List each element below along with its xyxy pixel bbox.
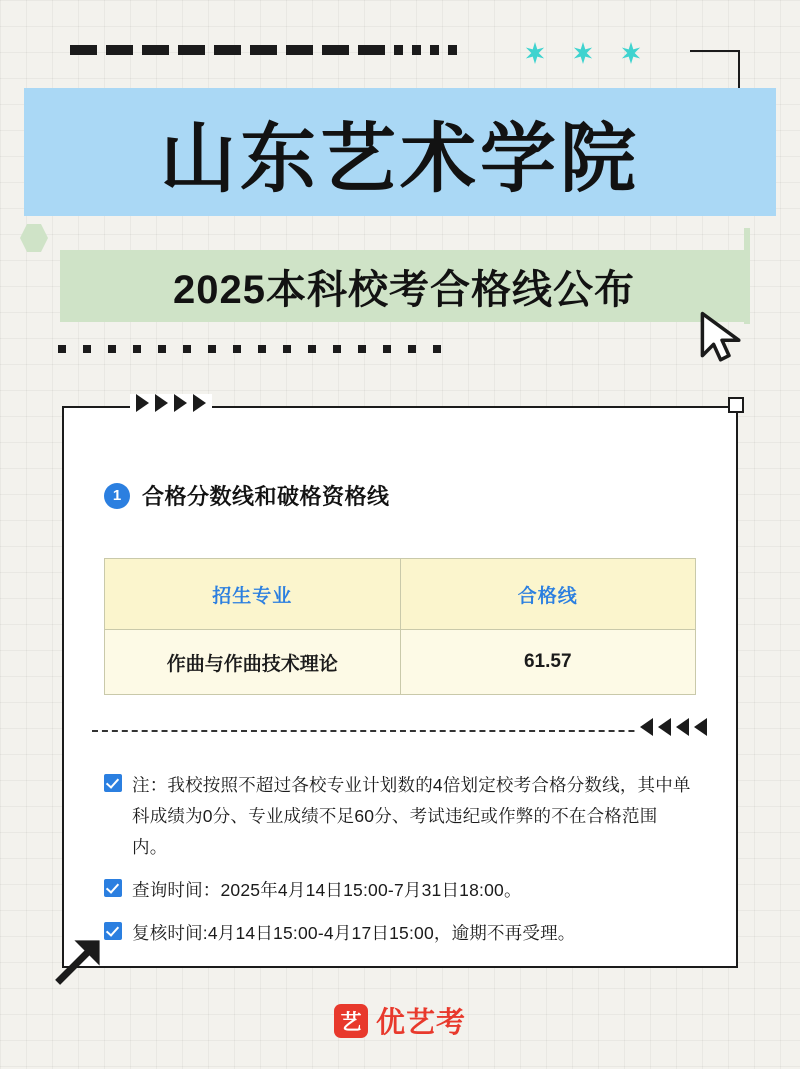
decor-separator-arrows bbox=[636, 718, 711, 736]
list-item bbox=[104, 875, 692, 906]
triangle-left-icon bbox=[676, 718, 689, 736]
decor-card-corner-tick bbox=[728, 397, 744, 413]
triangle-right-icon bbox=[193, 394, 206, 412]
table-row bbox=[105, 630, 696, 695]
sparkle-icon bbox=[620, 42, 642, 64]
triangle-left-icon bbox=[640, 718, 653, 736]
decor-dotted-row bbox=[58, 345, 441, 353]
check-icon bbox=[104, 774, 122, 792]
decor-dashed-separator bbox=[92, 730, 704, 732]
decor-dash bbox=[430, 45, 439, 55]
list-item bbox=[104, 770, 692, 863]
decor-dash bbox=[412, 45, 421, 55]
section-number-badge: 1 bbox=[104, 483, 130, 509]
decor-dot bbox=[433, 345, 441, 353]
sparkle-icon bbox=[572, 42, 594, 64]
decor-dash-row bbox=[70, 45, 457, 55]
decor-sparkle-row bbox=[524, 42, 642, 64]
decor-dot bbox=[233, 345, 241, 353]
decor-dash bbox=[106, 45, 133, 55]
decor-dot bbox=[308, 345, 316, 353]
cursor-icon bbox=[694, 308, 750, 364]
decor-dot bbox=[358, 345, 366, 353]
decor-dot bbox=[283, 345, 291, 353]
decor-dash bbox=[214, 45, 241, 55]
decor-dash bbox=[250, 45, 277, 55]
logo-text: 优艺考 bbox=[375, 1007, 466, 1039]
note-text: 查询时间：2025年4月14日15:00-7月31日18:00。 bbox=[132, 880, 522, 900]
decor-card-arrows bbox=[130, 394, 212, 412]
decor-dot bbox=[383, 345, 391, 353]
table-cell-score: 61.57 bbox=[400, 630, 696, 695]
check-icon bbox=[104, 879, 122, 897]
decor-dash bbox=[448, 45, 457, 55]
decor-dash bbox=[358, 45, 385, 55]
list-item bbox=[104, 918, 692, 949]
decor-dash bbox=[178, 45, 205, 55]
section-title: 合格分数线和破格资格线 bbox=[142, 484, 390, 509]
triangle-right-icon bbox=[136, 394, 149, 412]
decor-dot bbox=[208, 345, 216, 353]
table-cell-major: 作曲与作曲技术理论 bbox=[105, 630, 401, 695]
page-subtitle: 2025本科校考合格线公布 bbox=[173, 267, 635, 312]
table-header-major: 招生专业 bbox=[105, 559, 401, 630]
decor-dash bbox=[286, 45, 313, 55]
footer-logo bbox=[0, 1000, 800, 1041]
triangle-right-icon bbox=[155, 394, 168, 412]
decor-dot bbox=[183, 345, 191, 353]
decor-dot bbox=[133, 345, 141, 353]
logo-mark: 艺 bbox=[334, 1004, 368, 1038]
notes-list bbox=[104, 770, 692, 961]
decor-dot bbox=[258, 345, 266, 353]
triangle-right-icon bbox=[174, 394, 187, 412]
note-text: 复核时间:4月14日15:00-4月17日15:00，逾期不再受理。 bbox=[132, 923, 576, 943]
score-table bbox=[104, 558, 696, 695]
arrow-up-right-icon bbox=[52, 932, 108, 988]
decor-dot bbox=[108, 345, 116, 353]
table-header-score: 合格线 bbox=[400, 559, 696, 630]
triangle-left-icon bbox=[694, 718, 707, 736]
section-heading bbox=[104, 480, 390, 511]
decor-dot bbox=[83, 345, 91, 353]
decor-dot bbox=[333, 345, 341, 353]
decor-dot bbox=[408, 345, 416, 353]
decor-dash bbox=[322, 45, 349, 55]
decor-dot bbox=[58, 345, 66, 353]
decor-dash bbox=[142, 45, 169, 55]
decor-hexagon bbox=[20, 224, 48, 252]
table-header-row bbox=[105, 559, 696, 630]
decor-dot bbox=[158, 345, 166, 353]
page-title: 山东艺术学院 bbox=[160, 116, 640, 202]
decor-dash bbox=[70, 45, 97, 55]
note-text: 注：我校按照不超过各校专业计划数的4倍划定校考合格分数线，其中单科成绩为0分、专业成绩不足60分、考试违纪或作弊的不在合格范围内。 bbox=[132, 775, 691, 857]
triangle-left-icon bbox=[658, 718, 671, 736]
decor-dash bbox=[394, 45, 403, 55]
sparkle-icon bbox=[524, 42, 546, 64]
